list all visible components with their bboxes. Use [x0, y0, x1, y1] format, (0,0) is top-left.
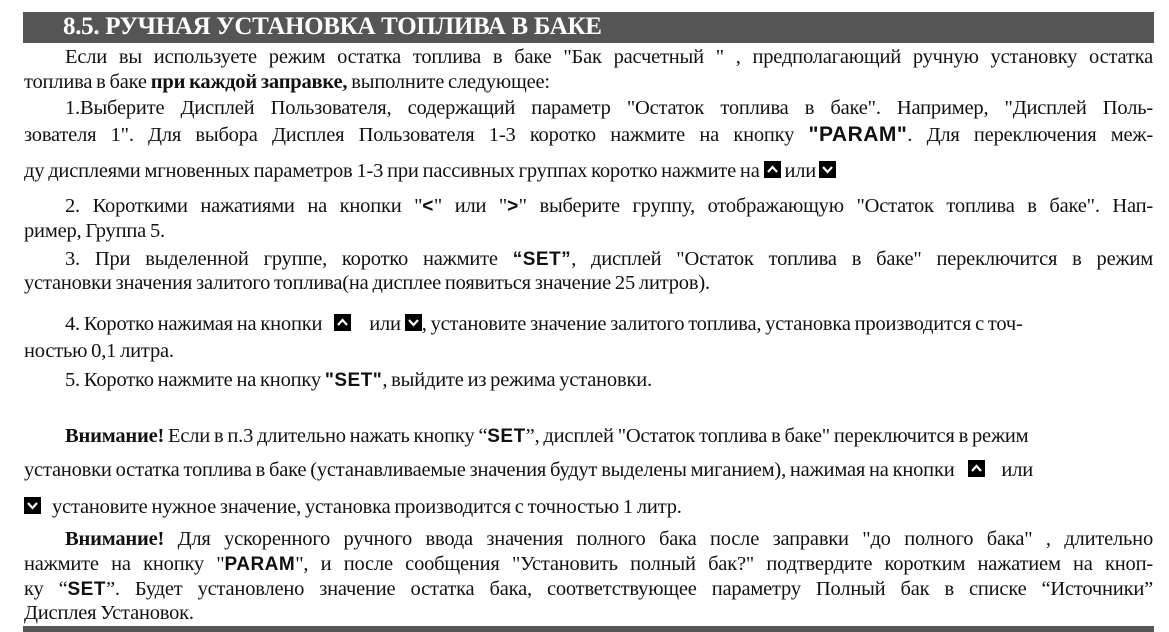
step2-line-1 — [24, 195, 1153, 218]
warning-label: Внимание! — [65, 528, 165, 550]
warning1-line-3 — [24, 496, 1153, 519]
warning-label: Внимание! — [65, 425, 165, 447]
warning2-line-4: Дисплея Установок. — [24, 602, 194, 624]
or-word: или — [1001, 459, 1033, 481]
section-header — [23, 12, 1154, 43]
right-key: > — [507, 196, 519, 217]
step2-text: 2. Короткими нажатиями на кнопки " — [65, 195, 423, 217]
warning2-text-2: нажмите на кнопку " — [24, 553, 225, 575]
step3-line-2: установки значения залитого топлива(на дисплее появиться значение 25 литров). — [24, 272, 710, 294]
warning1-text-2: установки остатка топлива в баке (устанавливаемые значения будут выделены миганием), нажимая на кнопки — [24, 459, 955, 481]
chevron-down-icon — [405, 314, 422, 331]
warning1-line-1 — [24, 425, 1153, 448]
step3-line-1 — [24, 248, 1153, 271]
warning2-line-2 — [24, 553, 1153, 576]
param-keyword: PARAM — [224, 554, 296, 575]
warning2-text-3: ку “ — [24, 578, 68, 600]
set-keyword: “SET” — [512, 249, 572, 270]
warning1-text-3: установите нужное значение, установка производится с точностью 1 литр. — [52, 496, 682, 518]
warning2-text-3-end: ”. Будет установлено значение остатка бака, соответствующее параметру Полный бак в списке “Источники” — [105, 578, 1154, 600]
chevron-down-icon — [24, 497, 41, 514]
warning1-text-end: ”, дисплей "Остаток топлива в баке" переключится в режим — [525, 425, 1029, 447]
set-keyword: SET — [67, 579, 106, 600]
warning1-text: Если в п.3 длительно нажать кнопку “ — [164, 425, 488, 447]
or-word: или — [780, 160, 817, 182]
step1-text-3: ду дисплеями мгновенных параметров 1-3 при пассивных группах коротко нажмите на — [24, 160, 760, 182]
chevron-up-icon — [764, 161, 781, 178]
chevron-down-icon — [819, 161, 836, 178]
step4-line-1 — [24, 313, 1153, 336]
section-title: 8.5. РУЧНАЯ УСТАНОВКА ТОПЛИВА В БАКЕ — [63, 13, 602, 40]
intro-line-1: Если вы используете режим остатка топлива в баке "Бак расчетный " , предполагающий ручную установку остатка — [65, 46, 1153, 68]
bottom-rule — [23, 626, 1154, 632]
step1-text-end: . Для переключения меж- — [907, 124, 1153, 146]
warning2-line-3 — [24, 578, 1153, 601]
step1-line-2 — [24, 123, 1153, 147]
warning2-text-2-end: ", и после сообщения "Установить полный бак?" подтвердите коротким нажатием на кноп- — [295, 553, 1153, 575]
step2-line-2: ример, Группа 5. — [24, 220, 165, 242]
chevron-up-icon — [968, 460, 985, 477]
set-keyword: SET — [487, 426, 526, 447]
warning1-line-2 — [24, 459, 1153, 482]
set-keyword: "SET" — [324, 370, 383, 391]
warning2-line-1 — [24, 528, 1153, 551]
step5-text: 5. Коротко нажмите на кнопку — [65, 369, 325, 391]
step4-line-2: ностью 0,1 литра. — [24, 340, 174, 362]
step1-line-3 — [24, 160, 1153, 183]
step1-text: зователя 1". Для выбора Дисплея Пользователя 1-3 коротко нажмите на кнопку — [24, 124, 809, 146]
step3-text: 3. При выделенной группе, коротко нажмите — [65, 248, 513, 270]
step5-line — [24, 369, 1153, 392]
intro-text-end: выполните следующее: — [347, 71, 550, 93]
chevron-up-icon — [334, 314, 351, 331]
step4-text-end: , установите значение залитого топлива, установка производится с точ- — [421, 313, 1023, 335]
step2-text-end: " выберите группу, отображающую "Остаток топлива в баке". Нап- — [518, 195, 1153, 217]
warning2-text: Для ускоренного ручного ввода значения полного бака после заправки "до полного бака" , длительно — [164, 528, 1153, 550]
or-word: или — [369, 313, 401, 335]
intro-text: топлива в баке — [24, 71, 151, 93]
step1-line-1: 1.Выберите Дисплей Пользователя, содержащий параметр "Остаток топлива в баке". Например, "Дисплей Поль- — [65, 97, 1153, 119]
intro-emphasis: при каждой заправке, — [150, 71, 348, 93]
left-key: < — [422, 196, 434, 217]
step3-text-end: , дисплей "Остаток топлива в баке" переключится в режим — [571, 248, 1153, 270]
param-keyword: "PARAM" — [808, 123, 908, 146]
step2-text-or: " или " — [433, 195, 508, 217]
step4-text: 4. Коротко нажимая на кнопки — [65, 313, 323, 335]
step5-text-end: , выйдите из режима установки. — [382, 369, 652, 391]
intro-line-2 — [24, 71, 1153, 94]
